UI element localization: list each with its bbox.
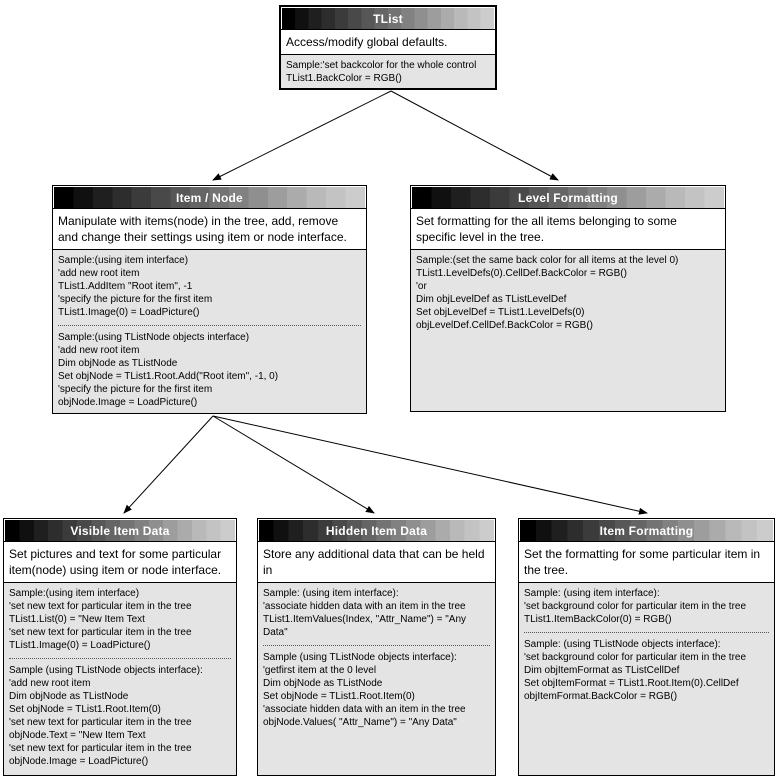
code-line: Set objNode = TList1.Root.Add("Root item", -1, 0) [58,371,279,382]
code-line: objNode.Image = LoadPicture() [58,397,198,408]
code-line: Dim objNode as TListNode [58,358,178,369]
code-sample [286,59,490,85]
code-line: 'or [416,281,427,292]
box-title-hidden-item-data: Hidden Item Data [259,520,494,541]
code-line: Sample: (using TListNode objects interface): [524,639,721,650]
code-sample [58,331,361,409]
box-title-tlist: TList [282,8,494,29]
box-description-visible-item-data: Set pictures and text for some particular item(node) using item or node interface. [4,541,236,583]
code-line: 'getfirst item at the 0 level [263,665,377,676]
dotted-divider [58,325,361,326]
box-description-item-node: Manipulate with items(node) in the tree, add, remove and change their settings using item or node interface. [53,208,366,250]
code-line: Dim objLevelDef as TListLevelDef [416,294,567,305]
code-line: 'set background color for particular item in the tree [524,652,747,663]
code-line: 'specify the picture for the first item [58,294,213,305]
connector-arrow-item-node-to-item-formatting [213,416,647,513]
code-line: Sample:(set the same back color for all items at the level 0) [416,255,679,266]
code-line: objItemFormat.BackColor = RGB() [524,691,678,702]
code-line: 'associate hidden data with an item in the tree [263,704,466,715]
diagram-box-item-formatting [518,518,775,776]
dotted-divider [263,645,490,646]
code-line: objNode.Values( "Attr_Name") = "Any Data" [263,717,457,728]
code-line: Sample:(using item interface) [58,255,189,266]
box-sample-section-level-formatting [411,250,725,411]
box-description-tlist: Access/modify global defaults. [281,29,495,55]
box-title-item-node: Item / Node [54,187,365,208]
code-line: 'set new text for particular item in the tree [9,627,192,638]
box-description-hidden-item-data: Store any additional data that can be held in [258,541,495,583]
code-sample [524,638,769,703]
code-line: Sample (using TListNode objects interface): [9,665,203,676]
code-sample [9,587,231,652]
box-sample-section-item-node [53,250,366,413]
diagram-box-item-node [52,185,367,414]
code-line: TList1.AddItem "Root item", -1 [58,281,193,292]
code-sample [9,664,231,768]
code-line: TList1.ItemBackColor(0) = RGB() [524,614,672,625]
box-sample-section-visible-item-data [4,583,236,775]
connector-arrow-item-node-to-hidden-item-data [213,416,374,513]
code-line: Sample:(using TListNode objects interface) [58,332,250,343]
code-line: 'set new text for particular item in the tree [9,601,192,612]
code-line: Set objLevelDef = TList1.LevelDefs(0) [416,307,585,318]
code-line: Sample:(using item interface) [9,588,140,599]
connector-arrow-tlist-to-level-formatting [391,91,558,180]
code-line: objNode.Text = "New Item Text [9,730,146,741]
box-title-item-formatting: Item Formatting [520,520,773,541]
code-line: Sample: (using item interface): [524,588,660,599]
code-line: 'specify the picture for the first item [58,384,213,395]
box-title-visible-item-data: Visible Item Data [5,520,235,541]
diagram-box-visible-item-data [3,518,237,776]
code-line: Set objNode = TList1.Root.Item(0) [9,704,161,715]
box-sample-section-hidden-item-data [258,583,495,775]
diagram-box-hidden-item-data [257,518,496,776]
code-line: Dim objNode as TListNode [263,678,383,689]
diagram-box-tlist [279,5,497,90]
code-line: 'associate hidden data with an item in the tree [263,601,466,612]
code-sample [263,651,490,729]
diagram-box-level-formatting [410,185,726,412]
code-line: objLevelDef.CellDef.BackColor = RGB() [416,320,594,331]
code-line: 'add new root item [58,345,140,356]
code-line: 'set background color for particular item in the tree [524,601,747,612]
box-title-level-formatting: Level Formatting [412,187,724,208]
code-line: TList1.LevelDefs(0).CellDef.BackColor = RGB() [416,268,627,279]
code-line: Sample: (using item interface): [263,588,399,599]
code-line: TList1.Image(0) = LoadPicture() [9,640,151,651]
code-sample [263,587,490,639]
code-line: 'set new text for particular item in the tree [9,743,192,754]
code-sample [524,587,769,626]
code-line: TList1.ItemValues(Index, "Attr_Name") = "Any Data" [263,614,467,638]
box-sample-section-tlist [281,55,495,88]
code-line: objNode.Image = LoadPicture() [9,756,149,767]
box-description-level-formatting: Set formatting for the all items belonging to some specific level in the tree. [411,208,725,250]
box-sample-section-item-formatting [519,583,774,775]
code-line: TList1.List(0) = "New Item Text [9,614,145,625]
code-line: 'add new root item [9,678,91,689]
code-sample [416,254,720,332]
dotted-divider [9,658,231,659]
code-line: 'set new text for particular item in the tree [9,717,192,728]
code-line: TList1.Image(0) = LoadPicture() [58,307,200,318]
code-line: 'add new root item [58,268,140,279]
dotted-divider [524,632,769,633]
code-line: Dim objNode as TListNode [9,691,129,702]
code-line: Dim objItemFormat as TListCellDef [524,665,680,676]
code-line: Set objNode = TList1.Root.Item(0) [263,691,415,702]
code-line: Set objItemFormat = TList1.Root.Item(0).CellDef [524,678,739,689]
connector-arrow-tlist-to-item-node [213,91,391,180]
connector-arrow-item-node-to-visible-item-data [124,416,213,513]
code-line: Sample:'set backcolor for the whole control [286,60,477,71]
code-line: TList1.BackColor = RGB() [286,73,402,84]
code-sample [58,254,361,319]
code-line: Sample (using TListNode objects interface): [263,652,457,663]
box-description-item-formatting: Set the formatting for some particular item in the tree. [519,541,774,583]
